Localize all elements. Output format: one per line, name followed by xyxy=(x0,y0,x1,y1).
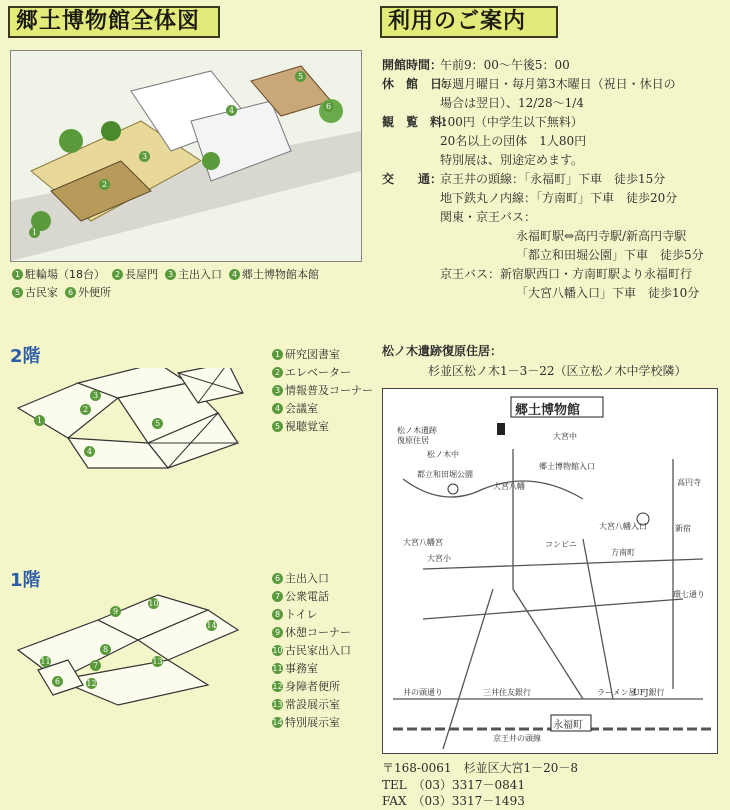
marker-3: 3 xyxy=(139,151,150,162)
f1-legend-num: 14 xyxy=(272,718,283,727)
f1-public-phone: 公衆電話 xyxy=(285,590,329,603)
f1-permanent-exhibit: 常設展示室 xyxy=(285,698,340,711)
f2-elevator: エレベーター xyxy=(285,366,351,379)
marker-4: 4 xyxy=(226,105,237,116)
floor1-legend xyxy=(272,570,351,732)
legend-num: 5 xyxy=(12,287,23,298)
floor2-label: 2階 xyxy=(10,346,41,367)
access-label: 交 通： xyxy=(382,172,443,186)
closed-line2: 場合は翌日）、12/28～1/4 xyxy=(440,96,584,110)
hours-label: 開館時間： xyxy=(382,58,443,72)
right-column xyxy=(368,0,730,810)
f2-marker-1: 1 xyxy=(34,415,45,426)
map-omiya-hachiman-entrance: 大宮八幡入口 xyxy=(599,522,647,531)
map-station-label: 永福町 xyxy=(553,720,583,731)
f1-legend-num: 7 xyxy=(272,591,283,602)
map-omiya-hachimangu: 大宮八幡宮 xyxy=(403,538,443,547)
f2-av-room: 視聴覚室 xyxy=(285,420,329,433)
f1-marker-13: 13 xyxy=(152,657,163,666)
f1-rest-corner: 休憩コーナー xyxy=(285,626,351,639)
access-line3: 関東・京王バス： xyxy=(440,210,537,224)
f1-marker-7: 7 xyxy=(90,660,101,671)
legend-main-entrance: 主出入口 xyxy=(178,268,222,281)
map-ramen: ラーメン屋 xyxy=(597,688,637,697)
map-inokashira-line: 京王井の頭線 xyxy=(493,734,541,743)
f1-special-exhibit: 特別展示室 xyxy=(285,716,340,729)
museum-overview-title: 郷土博物館全体図 xyxy=(8,6,220,38)
map-bank: 三井住友銀行 xyxy=(483,688,531,697)
access-map-drawing xyxy=(383,389,717,753)
legend-outdoor-toilet: 外便所 xyxy=(78,286,111,299)
legend-main-building: 郷土博物館本館 xyxy=(242,268,319,281)
access-line6: 京王バス：新宿駅西口・方南町駅より永福町行 xyxy=(440,267,693,281)
map-convenience-store: コンビニ xyxy=(545,540,577,549)
f2-info-corner: 情報普及コーナー xyxy=(285,384,373,397)
ruins-address: 杉並区松ノ木1－3－22（区立松ノ木中学校隣） xyxy=(428,364,687,378)
f1-legend-num: 10 xyxy=(272,646,283,655)
f1-accessible-toilet: 身障者便所 xyxy=(285,680,340,693)
ruins-title: 松ノ木遺跡復原住居： xyxy=(382,344,503,358)
access-line7: 「大宮八幡入口」下車 徒歩10分 xyxy=(516,286,700,300)
legend-parking: 駐輪場（18台） xyxy=(25,268,105,281)
f2-marker-4: 4 xyxy=(84,446,95,457)
access-line4: 永福町駅⇔高円寺駅/新高円寺駅 xyxy=(516,229,687,243)
f1-marker-14: 14 xyxy=(206,621,217,630)
f2-legend-num: 3 xyxy=(272,385,283,396)
legend-num: 2 xyxy=(112,269,123,280)
legend-gate: 長屋門 xyxy=(125,268,158,281)
overview-legend-row1 xyxy=(12,266,319,282)
hours-value: 午前9：00～午後5：00 xyxy=(440,58,570,72)
fee-line3: 特別展は、別途定めます。 xyxy=(440,153,584,167)
map-inokashira-dori: 井の頭通り xyxy=(403,688,443,697)
floor1-plan xyxy=(8,590,248,710)
f1-marker-11: 11 xyxy=(40,657,51,666)
f2-research-library: 研究図書室 xyxy=(285,348,340,361)
f1-legend-num: 9 xyxy=(272,627,283,638)
f2-meeting-room: 会議室 xyxy=(285,402,318,415)
f1-legend-num: 12 xyxy=(272,682,283,691)
f1-office: 事務室 xyxy=(285,662,318,675)
closed-label: 休 館 日： xyxy=(382,77,455,91)
map-kannana: 環七通り xyxy=(673,590,705,599)
legend-num: 1 xyxy=(12,269,23,280)
f1-marker-6: 6 xyxy=(52,676,63,687)
f2-legend-num: 2 xyxy=(272,367,283,378)
f1-legend-num: 13 xyxy=(272,700,283,709)
marker-1: 1 xyxy=(29,227,40,238)
overview-legend-row2 xyxy=(12,284,111,300)
fax: FAX （03）3317－1493 xyxy=(382,794,525,808)
postal-address: 〒168-0061 杉並区大宮1－20－8 xyxy=(382,761,579,775)
tel: TEL （03）3317－0841 xyxy=(382,778,526,792)
f1-legend-num: 8 xyxy=(272,609,283,620)
closed-line1: 毎週月曜日・毎月第3木曜日（祝日・休日の xyxy=(440,77,676,91)
map-museum-label: 郷土博物館 xyxy=(515,403,581,418)
legend-num: 3 xyxy=(165,269,176,280)
fee-label: 観 覧 料： xyxy=(382,115,455,129)
fee-line1: 100円（中学生以下無料） xyxy=(440,115,583,129)
access-line2: 地下鉄丸ノ内線：「方南町」下車 徒歩20分 xyxy=(440,191,678,205)
map-omiya-elementary: 大宮小 xyxy=(427,554,451,563)
fee-line2: 20名以上の団体 1人80円 xyxy=(440,134,587,148)
map-ruins-label: 松ノ木遺跡 xyxy=(397,426,437,435)
floor2-legend xyxy=(272,346,373,436)
legend-num: 4 xyxy=(229,269,240,280)
map-omiya-hachiman: 大宮八幡 xyxy=(493,482,525,491)
overview-drawing xyxy=(11,51,361,261)
map-park: 都立和田堀公園 xyxy=(417,470,473,479)
access-line1: 京王井の頭線：「永福町」下車 徒歩15分 xyxy=(440,172,666,186)
map-omiya-jhs: 大宮中 xyxy=(553,432,577,441)
legend-old-house: 古民家 xyxy=(25,286,58,299)
access-map xyxy=(382,388,718,754)
f2-legend-num: 1 xyxy=(272,349,283,360)
overview-illustration xyxy=(10,50,362,262)
map-honancho: 方南町 xyxy=(611,548,635,557)
marker-2: 2 xyxy=(99,179,110,190)
f1-old-house-exit: 古民家出入口 xyxy=(285,644,351,657)
marker-6: 6 xyxy=(323,101,334,112)
map-ufj: UFJ銀行 xyxy=(633,688,665,697)
f1-marker-10: 10 xyxy=(148,599,159,608)
f2-marker-3: 3 xyxy=(90,390,101,401)
access-line5: 「都立和田堀公園」下車 徒歩5分 xyxy=(516,248,704,262)
map-ruins-label2: 復原住居 xyxy=(397,436,429,445)
f1-toilet: トイレ xyxy=(285,608,318,621)
f1-main-entrance: 主出入口 xyxy=(285,572,329,585)
f2-legend-num: 4 xyxy=(272,403,283,414)
f1-marker-8: 8 xyxy=(100,644,111,655)
f1-marker-12: 12 xyxy=(86,679,97,688)
f1-legend-num: 11 xyxy=(272,664,283,673)
usage-info xyxy=(382,56,704,303)
f1-legend-num: 6 xyxy=(272,573,283,584)
map-koenji: 高円寺 xyxy=(677,478,701,487)
map-matsunoki-jhs: 松ノ木中 xyxy=(427,450,459,459)
map-shinjuku: 新宿 xyxy=(675,524,691,533)
legend-num: 6 xyxy=(65,287,76,298)
marker-5: 5 xyxy=(295,71,306,82)
f2-marker-2: 2 xyxy=(80,404,91,415)
f2-marker-5: 5 xyxy=(152,418,163,429)
f2-legend-num: 5 xyxy=(272,421,283,432)
map-museum-entrance: 郷土博物館入口 xyxy=(539,462,595,471)
floor1-label: 1階 xyxy=(10,570,41,591)
f1-marker-9: 9 xyxy=(110,606,121,617)
usage-guide-title: 利用のご案内 xyxy=(380,6,558,38)
